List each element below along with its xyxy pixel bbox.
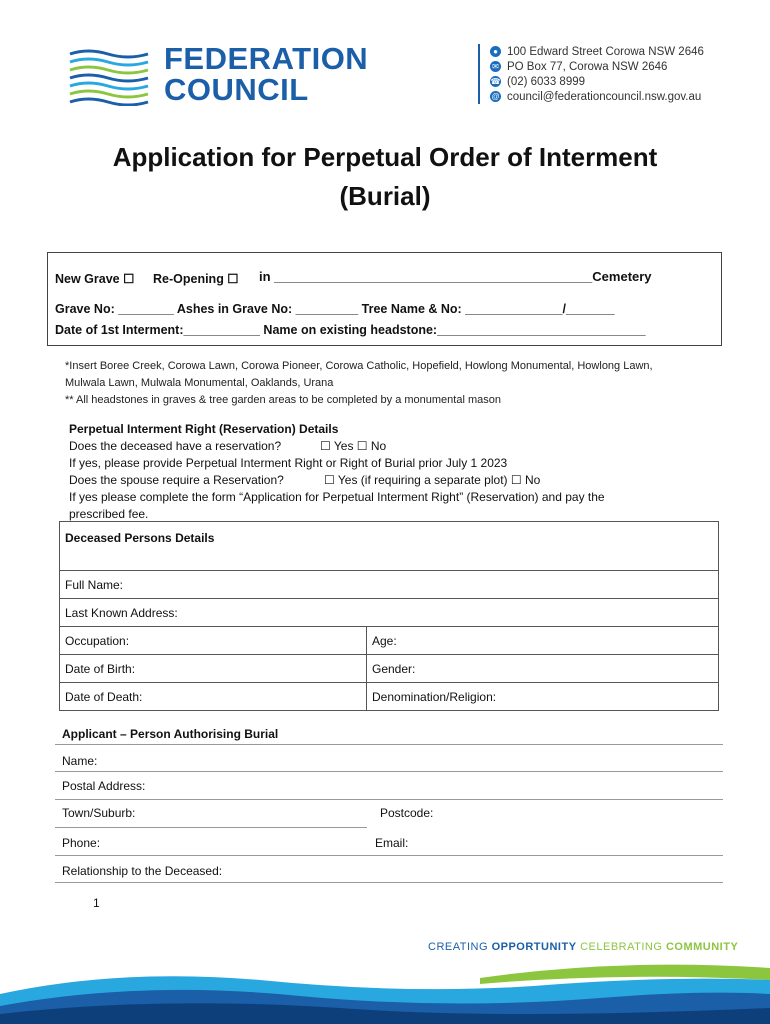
divider	[55, 827, 367, 828]
reservation-proof-note: If yes, please provide Perpetual Interment Right or Right of Burial prior July 1 2023	[69, 456, 508, 470]
contact-list	[490, 44, 704, 104]
age-field[interactable]: Age:	[367, 627, 719, 655]
footer-waves-icon	[0, 950, 770, 1024]
divider	[55, 799, 723, 800]
divider	[55, 855, 723, 856]
reservation-form-note: If yes please complete the form “Application for Perpetual Interment Right” (Reservation) and pay the	[69, 490, 605, 504]
new-grave-option[interactable]: New Grave ☐	[55, 272, 135, 286]
logo-line-1: FEDERATION	[164, 41, 369, 76]
postcode-field[interactable]: Postcode:	[380, 806, 434, 820]
date-of-death-field[interactable]: Date of Death:	[60, 683, 367, 711]
gender-field[interactable]: Gender:	[367, 655, 719, 683]
mail-box-icon: ✉	[490, 61, 501, 72]
phone-icon: ☎	[490, 76, 501, 86]
contact-email[interactable]: @ council@federationcouncil.nsw.gov.au	[491, 90, 702, 103]
religion-field[interactable]: Denomination/Religion:	[367, 683, 719, 711]
logo-line-2: COUNCIL	[164, 72, 309, 107]
full-name-field[interactable]: Full Name:	[60, 571, 719, 599]
deceased-details-table	[59, 521, 719, 711]
contact-address: ● 100 Edward Street Corowa NSW 2646	[490, 44, 704, 59]
postal-address-field[interactable]: Postal Address:	[62, 779, 146, 793]
applicant-name-field[interactable]: Name:	[62, 754, 98, 768]
reservation-heading: Perpetual Interment Right (Reservation) Details	[69, 422, 339, 436]
reopening-option[interactable]: Re-Opening ☐	[153, 272, 239, 286]
email-icon: @	[491, 91, 500, 101]
cemetery-note-1: *Insert Boree Creek, Corowa Lawn, Corowa Pioneer, Corowa Catholic, Hopefield, Howlong Monumental, Howlong Lawn,	[65, 360, 653, 372]
last-address-field[interactable]: Last Known Address:	[60, 599, 719, 627]
page-number: 1	[93, 896, 100, 910]
page-subtitle: (Burial)	[339, 181, 431, 211]
contact-po-box: ✉ PO Box 77, Corowa NSW 2646	[490, 59, 704, 74]
cemetery-field[interactable]: in ____________________________________________Cemetery	[259, 269, 652, 284]
divider	[55, 882, 723, 883]
headstone-note: ** All headstones in graves & tree garden areas to be completed by a monumental mason	[65, 394, 501, 406]
town-suburb-field[interactable]: Town/Suburb:	[62, 806, 136, 820]
applicant-heading: Applicant – Person Authorising Burial	[62, 727, 279, 741]
footer-tagline: CREATING OPPORTUNITY CELEBRATING COMMUNITY	[428, 941, 739, 953]
grave-number-row[interactable]: Grave No: ________ Ashes in Grave No: _________ Tree Name & No: ______________/_______	[55, 302, 615, 316]
spouse-question: Does the spouse require a Reservation?	[69, 473, 284, 487]
reservation-yes-no[interactable]: ☐ Yes ☐ No	[320, 439, 387, 453]
header-divider	[478, 44, 480, 104]
phone-field[interactable]: Phone:	[62, 836, 101, 850]
email-field[interactable]: Email:	[375, 836, 409, 850]
divider	[55, 744, 723, 745]
reservation-fee-note: prescribed fee.	[69, 507, 149, 521]
logo-waves-icon	[68, 46, 150, 106]
spouse-yes-no[interactable]: ☐ Yes (if requiring a separate plot) ☐ No	[324, 473, 541, 487]
reservation-question: Does the deceased have a reservation?	[69, 439, 282, 453]
cemetery-note-2: Mulwala Lawn, Mulwala Monumental, Oaklands, Urana	[65, 377, 334, 389]
date-of-birth-field[interactable]: Date of Birth:	[60, 655, 367, 683]
occupation-field[interactable]: Occupation:	[60, 627, 367, 655]
relationship-field[interactable]: Relationship to the Deceased:	[62, 864, 223, 878]
interment-date-row[interactable]: Date of 1st Interment:___________ Name on existing headstone:______________________________	[55, 323, 646, 337]
divider	[55, 771, 723, 772]
deceased-heading: Deceased Persons Details	[60, 522, 719, 571]
location-pin-icon: ●	[490, 46, 501, 57]
contact-phone: ☎ (02) 6033 8999	[490, 75, 586, 88]
council-logo	[68, 41, 369, 108]
page-title: Application for Perpetual Order of Interment	[112, 142, 658, 172]
